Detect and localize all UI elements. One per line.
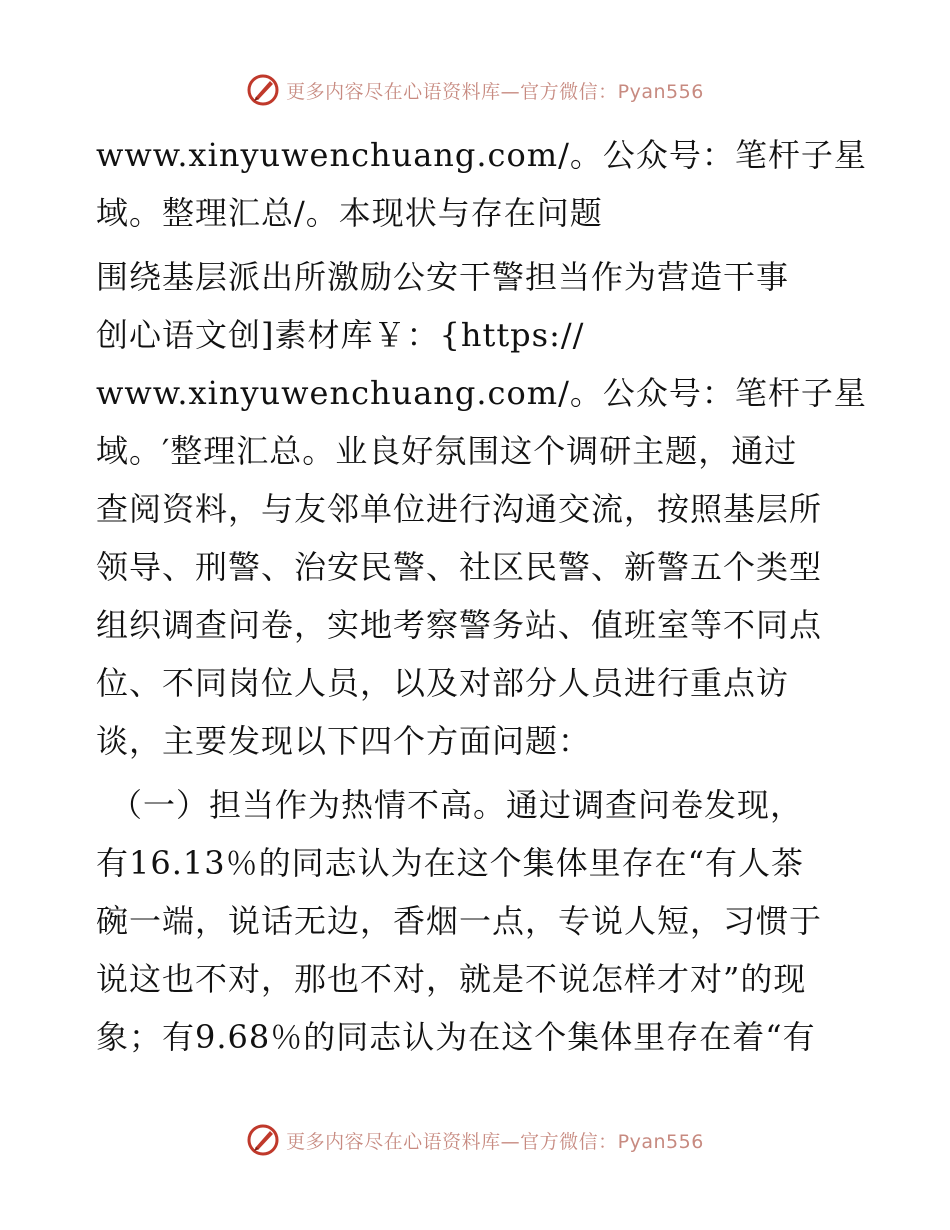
text-line: 象；有9.68％的同志认为在这个集体里存在着“有 (96, 1018, 816, 1056)
text-line: 谈，主要发现以下四个方面问题： (96, 722, 592, 760)
quill-pen-circle-icon (246, 1123, 280, 1157)
text-line: 说这也不对，那也不对，就是不说怎样才对”的现 (96, 960, 807, 998)
quill-pen-circle-icon (246, 73, 280, 107)
text-line: 位、不同岗位人员，以及对部分人员进行重点访 (96, 664, 790, 702)
text-line: www.xinyuwenchuang.com/。公众号：笔杆子星 (96, 136, 867, 174)
paragraph-intro (96, 126, 867, 242)
document-body (96, 126, 867, 1066)
text-line: 域。′整理汇总。业良好氛围这个调研主题，通过 (96, 432, 798, 470)
text-line: 领导、刑警、治安民警、社区民警、新警五个类型 (96, 548, 823, 586)
text-line: 创心语文创]素材库￥：{https:// (96, 316, 585, 354)
text-line: （一）担当作为热情不高。通过调查问卷发现， (110, 786, 804, 824)
paragraph-research-overview (96, 248, 867, 770)
text-line: 碗一端，说话无边，香烟一点，专说人短，习惯于 (96, 902, 823, 940)
text-line: 有16.13％的同志认为在这个集体里存在“有人茶 (96, 844, 804, 882)
header-banner (0, 70, 950, 110)
header-banner-text: 更多内容尽在心语资料库—官方微信：Pyan556 (286, 80, 704, 103)
text-line: www.xinyuwenchuang.com/。公众号：笔杆子星 (96, 374, 867, 412)
paragraph-issue-one (96, 776, 856, 1066)
text-line: 组织调查问卷，实地考察警务站、值班室等不同点 (96, 606, 823, 644)
text-line: 域。整理汇总/。本现状与存在问题 (96, 194, 603, 232)
footer-banner (0, 1120, 950, 1160)
text-line: 查阅资料，与友邻单位进行沟通交流，按照基层所 (96, 490, 823, 528)
footer-banner-text: 更多内容尽在心语资料库—官方微信：Pyan556 (286, 1130, 704, 1153)
text-line: 围绕基层派出所激励公安干警担当作为营造干事 (96, 258, 790, 296)
